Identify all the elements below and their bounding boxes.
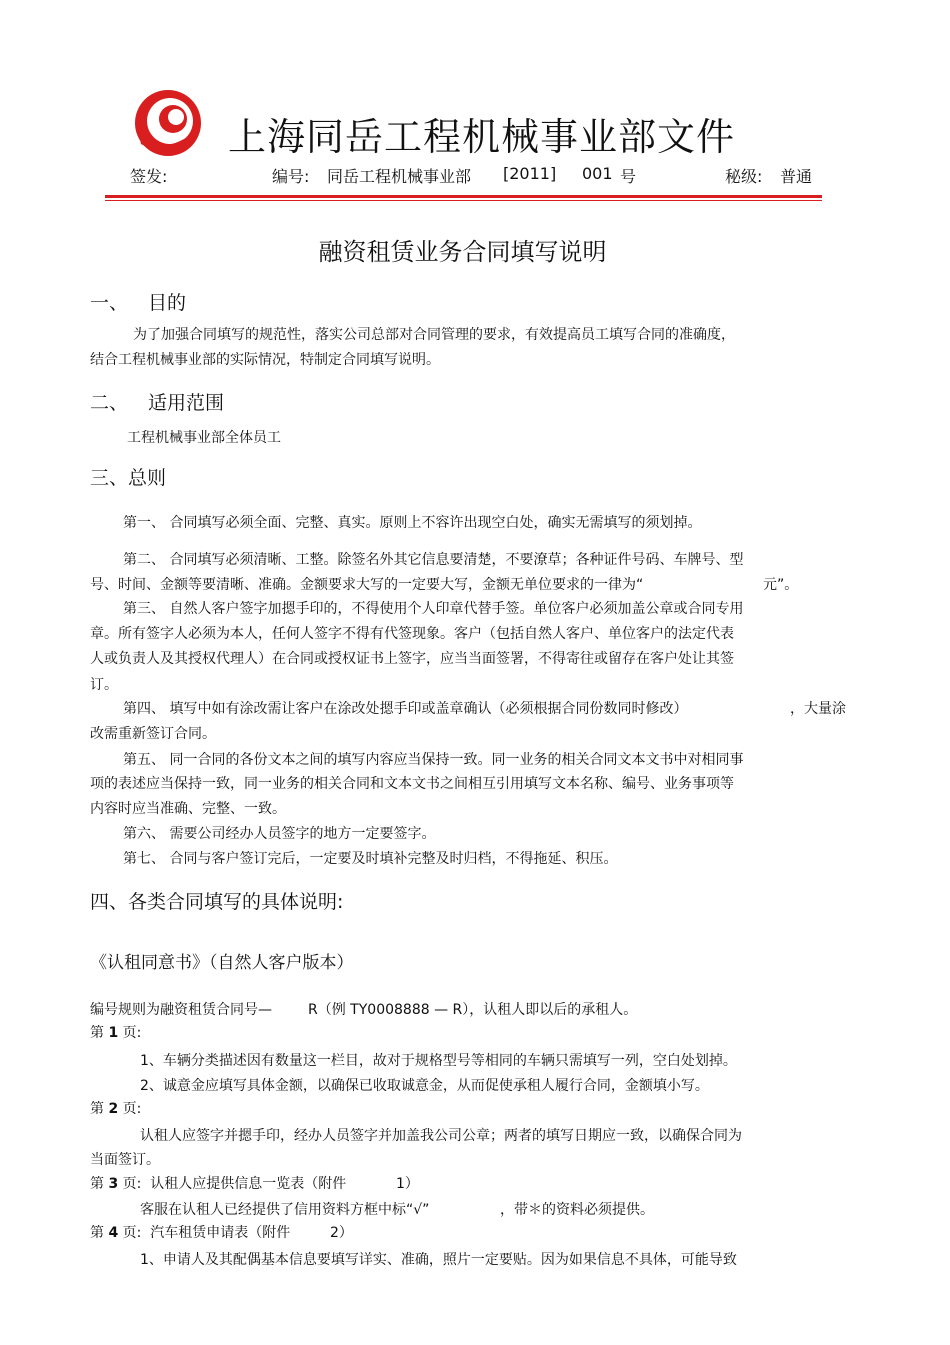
secret-value: 普通 xyxy=(780,167,813,186)
section-2-para: 工程机械事业部全体员工 xyxy=(127,430,281,446)
page-1-label: 第 1 页: xyxy=(90,1025,142,1041)
code-rule-line-a: 编号规则为融资租赁合同号— xyxy=(90,1002,272,1018)
sign-label: 签发: xyxy=(130,167,168,186)
header-divider-thick xyxy=(105,195,822,198)
page-2-para-line-2: 当面签订。 xyxy=(90,1152,160,1168)
subsection-title: 《认租同意书》（自然人客户版本） xyxy=(90,953,354,973)
rule-5-line-1: 第五、 同一合同的各份文本之间的填写内容应当保持一致。同一业务的相关合同文本文书中对相同事 xyxy=(123,752,744,768)
secret-label: 秘级: xyxy=(725,167,763,186)
rule-5-line-2: 项的表述应当保持一致，同一业务的相关合同和文本文书之间相互引用填写文本名称、编号、业务事项等 xyxy=(90,776,734,792)
company-logo-icon xyxy=(133,88,203,158)
rule-2-line-2: 号、时间、金额等要清晰、准确。金额要求大写的一定要大写，金额无单位要求的一律为“ xyxy=(90,577,644,593)
rule-6: 第六、 需要公司经办人员签字的地方一定要签字。 xyxy=(123,826,436,842)
page-3-label: 第 3 页: 认租人应提供信息一览表（附件 xyxy=(90,1176,347,1192)
section-1-para-line-1: 为了加强合同填写的规范性，落实公司总部对合同管理的要求，有效提高员工填写合同的准确度， xyxy=(133,327,735,343)
page-3-para-b: ，带＊的资料必须提供。 xyxy=(500,1202,654,1218)
rule-2-line-2-end: 元”。 xyxy=(763,577,799,593)
document-title: 融资租赁业务合同填写说明 xyxy=(318,238,607,266)
page-4-label: 第 4 页: 汽车租赁申请表（附件 xyxy=(90,1225,291,1241)
page-3-para-a: 客服在认租人已经提供了信用资料方框中标“√” xyxy=(140,1202,430,1218)
page-2-para-line-1: 认租人应签字并摁手印，经办人员签字并加盖我公司公章；两者的填写日期应一致，以确保合同为 xyxy=(140,1128,742,1144)
org-title: 上海同岳工程机械事业部文件 xyxy=(228,115,736,159)
rule-3-line-4: 订。 xyxy=(90,677,118,693)
code-rule-line-b: R（例 TY0008888 — R），认租人即以后的承租人。 xyxy=(308,1002,638,1018)
section-4-title: 四、各类合同填写的具体说明: xyxy=(90,891,344,913)
page-1-item-1: 1、车辆分类描述因有数量这一栏目，故对于规格型号等相同的车辆只需填写一列，空白处划掉。 xyxy=(140,1053,737,1069)
page-3-attachment: 1） xyxy=(396,1176,419,1192)
rule-4-line-1: 第四、 填写中如有涂改需让客户在涂改处摁手印或盖章确认（必须根据合同份数同时修改） xyxy=(123,701,688,717)
rule-2-line-1: 第二、 合同填写必须清晰、工整。除签名外其它信息要清楚，不要潦草；各种证件号码、车牌号、型 xyxy=(123,552,744,568)
section-1-number: 一、 xyxy=(90,292,129,314)
section-2-number: 二、 xyxy=(90,392,129,414)
rule-4-line-2: 改需重新签订合同。 xyxy=(90,726,216,742)
rule-3-line-2: 章。所有签字人必须为本人，任何人签字不得有代签现象。客户（包括自然人客户、单位客户的法定代表 xyxy=(90,626,734,642)
section-3-title: 三、总则 xyxy=(90,467,167,489)
number-suffix: 号 xyxy=(620,167,637,186)
header-divider-thin xyxy=(105,200,822,201)
rule-1: 第一、 合同填写必须全面、完整、真实。原则上不容许出现空白处，确实无需填写的须划掉。 xyxy=(123,515,702,531)
page-1-item-2: 2、诚意金应填写具体金额，以确保已收取诚意金，从而促使承租人履行合同，金额填小写。 xyxy=(140,1078,709,1094)
number-year: [2011] xyxy=(503,164,557,183)
number-seq: 001 xyxy=(582,164,613,183)
rule-3-line-3: 人或负责人及其授权代理人）在合同或授权证书上签字，应当当面签署，不得寄往或留存在客户处让其签 xyxy=(90,651,734,667)
rule-3-line-1: 第三、 自然人客户签字加摁手印的，不得使用个人印章代替手签。单位客户必须加盖公章或合同专用 xyxy=(123,601,744,617)
section-2-title: 适用范围 xyxy=(148,392,225,414)
rule-4-line-1-end: ，大量涂 xyxy=(790,701,846,717)
number-org: 同岳工程机械事业部 xyxy=(327,167,472,186)
section-1-para-line-2: 结合工程机械事业部的实际情况，特制定合同填写说明。 xyxy=(90,352,440,368)
page-4-attachment: 2） xyxy=(330,1225,353,1241)
rule-7: 第七、 合同与客户签订完后，一定要及时填补完整及时归档，不得拖延、积压。 xyxy=(123,851,618,867)
page-4-item-1: 1、申请人及其配偶基本信息要填写详实、准确，照片一定要贴。因为如果信息不具体，可能导致 xyxy=(140,1252,737,1268)
section-1-title: 目的 xyxy=(148,292,187,314)
number-label: 编号: xyxy=(272,167,310,186)
rule-5-line-3: 内容时应当准确、完整、一致。 xyxy=(90,801,286,817)
page-2-label: 第 2 页: xyxy=(90,1101,142,1117)
